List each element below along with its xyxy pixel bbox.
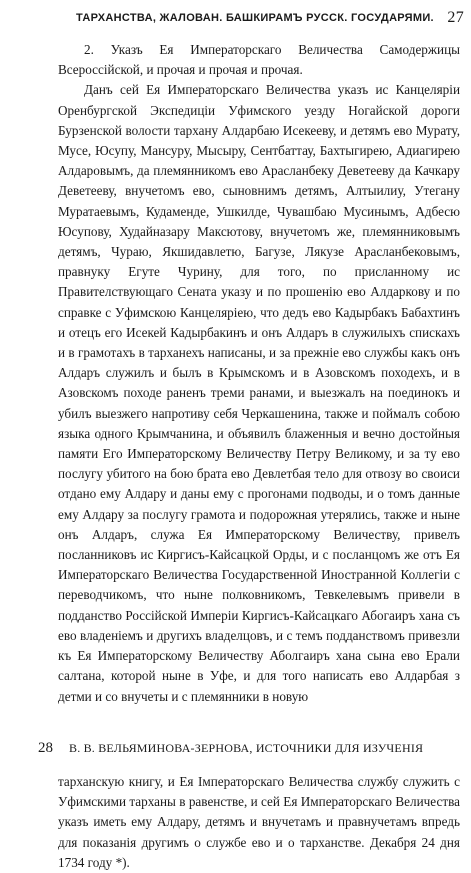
- decree-paragraph: Данъ сей Ея Императорскаго Величества указъ ис Канцелярiи Оренбургской Экспедицiи Уфимского уезду Ногайской дороги Бурзенской волости тархану Алдарбаю Исекееву, и детямъ ево Мурату, Мусе, Юсупу, Мансуру, Мысыру, Сентбаттау, Бахтыгирею, Адиагирею Алдаровымъ, да племянникомъ ево Арасланбеку Деветееву да Качкару Деветееву, внучетомъ ево, сыновнимъ детямъ, Алтыилиу, Утегану Муратаевымъ, Кудаменде, Ушкилде, Чувашбаю Мусинымъ, Адбесю Юсупову, Худайназару Максютову, внучетомъ же, племянниковымъ детямъ, Чураю, Якшидавлетю, Багузе, Лякузе Арасланбековымъ, правнуку Егуте Чурину, для того, по присланному ис Правителствующаго Сената указу и по прошенiю ево Алдаркову и по справке с Уфимскою Канцеляріею, что дедъ ево Кадырбакъ Бабахтинъ и отецъ его Исекей Кадырбакинъ и онъ Алдаръ в служилыхъ спискахъ и в грамотахъ в тарханехъ написаны, и за прежнiе ево службы какъ онъ Алдаръ служилъ и былъ в Крымскомъ и в Азовскомъ походехъ, и в Азовскомъ походе раненъ треми ранами, и выезжалъ на поединокъ и убилъ выезжего напротиву себя Черкашенина, также и поймалъ собою языка одного Крымчанина, и объявилъ блаженныя и вечно достойныя памяти Его Императорскому Величеству Петру Великому, и за ту ево послугу убитого на бою брата ево Девлетбая тело для отвозу во своиси отдано ему Алдару и даны ему с прогонами подводы, и о томъ данные ему Алдару за послугу грамота и подорожная утерялись, также и ныне онъ Алдаръ, служа Ея Императорскому Величеству, привелъ посланниковъ ис Киргисъ-Кайсацкой Орды, и с посланцомъ же отъ Ея Императорскаго Величества Государственной Иностранной Коллегiи с переводчикомъ, что ныне полковникомъ, Тевкелевымъ привели в подданство Россiйской Имперiи Киргисъ-Кайсацкаго Абогаиръ хана съ ево владеніемъ и другихъ владелцовъ, и с темъ подданствомъ привезли къ Ея Императорскому Величеству Аболгаиръ хана сына ево Ерали салтана, которой ныне в Уфе, и для того написать ево Алдарбая з детми и со внучеты и с племянники в новую: [58, 82, 460, 704]
- page-number: 27: [447, 9, 464, 26]
- running-header: [76, 8, 464, 28]
- running-title: ТАРХАНСТВА, ЖАЛОВАН. БАШКИРАМЪ РУССК. ГОСУДАРЯМИ.: [76, 12, 434, 24]
- decree-heading: 2. Указъ Ея Императорскаго Величества Самодержицы Всероссійской, и прочая и прочая и прочая.: [58, 42, 460, 78]
- next-page-number: 28: [38, 739, 53, 756]
- continuation-body: [58, 772, 460, 873]
- next-page-header: [38, 737, 458, 759]
- continuation-paragraph: тарханскую книгу, и Ея Iмператорскаго Величества службу служить с Уфимскими тарханы в равенстве, и сей Ея Императорскаго Величества указъ иметь ему Алдару, детямъ и внучетамъ и правнучетамъ впредь для показанiя другимъ о службе ево и о тарханстве. Декабря 24 дня 1734 году *).: [58, 774, 460, 870]
- next-page-title: В. В. ВЕЛЬЯМИНОВА-ЗЕРНОВА, ИСТОЧНИКИ ДЛЯ ИЗУЧЕНІЯ: [69, 740, 424, 755]
- document-body: [58, 40, 460, 707]
